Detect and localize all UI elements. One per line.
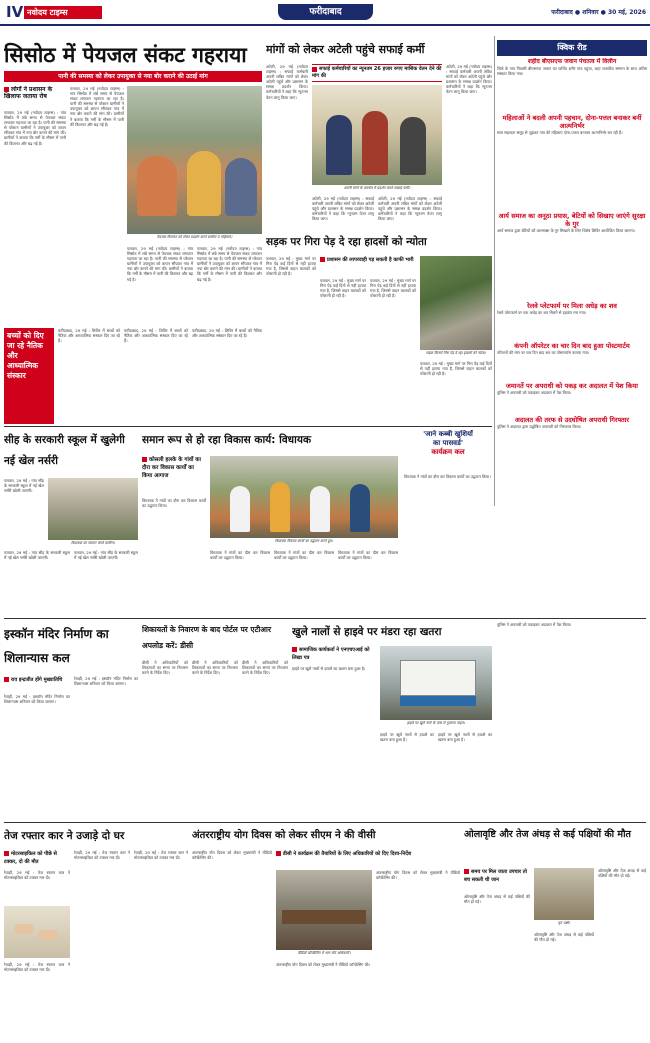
development-caption: विधायक विकास कार्यों का उद्घाटन करते हुए। — [275, 539, 333, 543]
box-moral-values: बच्चों को दिए जा रहे नैतिक और आध्यात्मिक संस्कार — [4, 328, 54, 424]
headline-open-drains: खुले नालों से हाइवे पर मंडरा रहा खतरा — [292, 626, 442, 638]
yoga-vc-photo — [276, 870, 372, 950]
article-development-body-4: विधायक ने गांवों का दौरा कर विकास कार्यों का उद्घाटन किया। — [338, 550, 398, 561]
article-car-body-3: रेवाड़ी, 29 मई : तेज रफ्तार कार ने मोटरसाइकिल को टक्कर मार दी। — [74, 850, 130, 861]
sidebar-quick-read-header: क्विक रीड — [497, 40, 647, 56]
article-drains-body-2: हाइवे पर खुले नालों से हादसे का खतरा बना हुआ है। — [380, 732, 434, 743]
nursery-caption: विधायक का स्वागत करते ग्रामीण। — [71, 541, 115, 545]
drain-truck-photo — [380, 646, 492, 720]
headline-birds-death: ओलावृष्टि और तेज अंधड़ से कई पक्षियों की मौत — [464, 829, 631, 840]
article-water-crisis-body-4: पलवल, 29 मई (नवोदय टाइम्स) : गांव सिसोठ में लंबे समय से पेयजल संकट लगातार गहराता जा रहा है। पानी की समस्या से परेशान ग्रामीणों ने उपायुक्त को ज्ञापन सौंपकर गांव में नया बोर कराने की मांग की। ग्रामीणों ने बताया कि गर्मी के मौसम में पानी की किल्लत और बढ़ गई है। — [197, 246, 262, 282]
article-development-body: विधायक ने गांवों का दौरा कर विकास कार्यों का उद्घाटन किया। — [142, 498, 206, 509]
article-water-crisis-body-2: पलवल, 29 मई (नवोदय टाइम्स) : गांव सिसोठ में लंबे समय से पेयजल संकट लगातार गहराता जा रहा है। पानी की समस्या से परेशान ग्रामीणों ने उपायुक्त को ज्ञापन सौंपकर गांव में नया बोर कराने की मांग की। ग्रामीणों ने बताया कि गर्मी के मौसम में पानी की किल्लत और बढ़ गई है। — [70, 86, 124, 127]
box-moral-values-body-3: फरीदाबाद, 29 मई : शिविर में बच्चों को नैतिक और आध्यात्मिक संस्कार दिए जा रहे हैं। — [192, 328, 262, 339]
article-nursery-body-2: पलवल, 29 मई : गांव सीह के सरकारी स्कूल में नई खेल नर्सरी खोली जाएगी। — [4, 550, 70, 561]
box-moral-values-body-2: फरीदाबाद, 29 मई : शिविर में बच्चों को नैतिक और आध्यात्मिक संस्कार दिए जा रहे हैं। — [124, 328, 188, 344]
fallen-tree-caption: सड़क किनारे गिरा पेड़ दे रहा हादसों को न्योता। — [425, 351, 487, 355]
box-moral-values-body: फरीदाबाद, 29 मई : शिविर में बच्चों को नैतिक और आध्यात्मिक संस्कार दिए जा रहे हैं। — [58, 328, 120, 344]
subhead-development: कोसली हलके के गांवों का दौरा कर विकास कार्यों का किया आगाज — [142, 457, 201, 479]
article-water-crisis-body-3: पलवल, 29 मई (नवोदय टाइम्स) : गांव सिसोठ में लंबे समय से पेयजल संकट लगातार गहराता जा रहा है। पानी की समस्या से परेशान ग्रामीणों ने उपायुक्त को ज्ञापन सौंपकर गांव में नया बोर कराने की मांग की। ग्रामीणों ने बताया कि गर्मी के मौसम में पानी की किल्लत और बढ़ गई है। — [127, 246, 193, 282]
headline-development-mla: समान रूप से हो रहा विकास कार्य: विधायक — [142, 434, 312, 446]
subhead-car: मोटरसाइकिल को पीछे से टक्कर, दो की मौत — [4, 851, 57, 865]
article-safai-body: अटेली, 29 मई (नवोदय टाइम्स) : सफाई कर्मचारी अपनी लंबित मांगों को लेकर अटेली पहुंचे और प्रशासन के समक्ष प्रदर्शन किया। कर्मचारियों ने कहा कि न्यूनतम वेतन लागू किया जाए। — [266, 64, 308, 100]
article-dc-body-3: डीसी ने अधिकारियों को शिकायतों का समय पर निवारण करने के निर्देश दिए। — [242, 660, 288, 676]
sidebar-quick-read: शहीद बीएसएफ जवान पंचतत्व में विलीन जिले के गांव निवासी बीएसएफ जवान का पार्थिव शरीर गांव पहुंचा, जहां राजकीय सम्मान के साथ अंतिम संस्कार किया गया। महिलाओं ने बदली अपनी पहचान, दोना-पत्तल बनाकर बनीं आत्मनिर्भर स्वयं सहायता समूह से जुड़कर गांव की महिलाएं दोना-पत्तल बनाकर आत्मनिर्भर बन रही हैं। आर्य समाज का अनूठा प्रयास, बेटियों को सिखाए जाएंगे सुरक्षा के गुर आर्य समाज द्वारा बेटियों को आत्मरक्षा के गुर सिखाने के लिए विशेष शिविर आयोजित किया जाएगा। रेलवे प्लेटफार्म पर मिला अधेड़ का शव रेलवे प्लेटफार्म पर एक अधेड़ का शव मिलने से हड़कंप मच गया। कंपनी ऑपरेटर का चार दिन बाद हुआ पोस्टमार्टम परिजनों की मांग पर चार दिन बाद शव का पोस्टमार्टम कराया गया। जमानतें पर अपराधी को पकड़ कर अदालत में पेश किया पुलिस ने अपराधी को पकड़कर अदालत में पेश किया। अदालत की तरफ से उदघोषित अपराधी गिरफ्तार पुलिस ने अदालत द्वारा उद्घोषित अपराधी को गिरफ्तार किया। — [497, 58, 647, 429]
article-car-body-2: रेवाड़ी, 29 मई : तेज रफ्तार कार ने मोटरसाइकिल को टक्कर मार दी। — [4, 962, 70, 973]
article-tree-body-2: पलवल, 29 मई : मुख्य मार्ग पर गिरा पेड़ कई दिनों से नहीं हटाया गया है, जिससे वाहन चालकों को परेशानी हो रही है। — [320, 278, 366, 299]
article-yoga-body-2: अंतरराष्ट्रीय योग दिवस को लेकर मुख्यमंत्री ने वीडियो कॉन्फ्रेंसिंग की। — [276, 962, 371, 967]
accident-photo — [4, 906, 70, 958]
article-drains-body-3: हाइवे पर खुले नालों से हादसे का खतरा बना हुआ है। — [438, 732, 492, 743]
city-tab: फरीदाबाद — [278, 4, 373, 20]
headline-yoga-day: अंतरराष्ट्रीय योग दिवस को लेकर सीएम ने की वीसी — [192, 830, 376, 841]
article-nursery-body: पलवल, 29 मई : गांव सीह के सरकारी स्कूल में नई खेल नर्सरी खोली जाएगी। — [4, 478, 44, 494]
article-car-body: रेवाड़ी, 29 मई : तेज रफ्तार कार ने मोटरसाइकिल को टक्कर मार दी। — [4, 870, 70, 881]
article-birds-body-3: ओलावृष्टि और तेज अंधड़ से कई पक्षियों की मौत हो गई। — [598, 868, 646, 879]
headline-sports-nursery: सीह के सरकारी स्कूल में खुलेगी नई खेल नर्सरी — [4, 434, 125, 467]
article-tree-body-4: पलवल, 29 मई : मुख्य मार्ग पर गिरा पेड़ कई दिनों से नहीं हटाया गया है, जिससे वाहन चालकों को परेशानी हो रही है। — [420, 361, 492, 377]
headline-tree-road: सड़क पर गिरा पेड़ दे रहा हादसों को न्योता — [266, 236, 427, 248]
article-tree-body-3: पलवल, 29 मई : मुख्य मार्ग पर गिरा पेड़ कई दिनों से नहीं हटाया गया है, जिससे वाहन चालकों को परेशानी हो रही है। — [370, 278, 416, 299]
fallen-tree-photo — [420, 256, 492, 350]
article-birds-body: ओलावृष्टि और तेज अंधड़ से कई पक्षियों की मौत हो गई। — [464, 894, 530, 905]
article-iskcon-body: रेवाड़ी, 29 मई : इस्कॉन मंदिर निर्माण का शिलान्यास शनिवार को किया जाएगा। — [4, 694, 70, 705]
quote-box: 'जाने कब्बी खुशियों का पासवर्ड' कार्यक्रम कल — [423, 430, 473, 456]
safai-protest-caption: अपनी मांगों के समर्थन में प्रदर्शन करते सफाई कर्मी। — [343, 186, 411, 190]
article-nursery-body-3: पलवल, 29 मई : गांव सीह के सरकारी स्कूल में नई खेल नर्सरी खोली जाएगी। — [74, 550, 138, 561]
subhead-birds: समय पर मिल जाता उपचार तो बच सकती थी जान — [464, 869, 527, 883]
article-dc-body-2: डीसी ने अधिकारियों को शिकायतों का समय पर निवारण करने के निर्देश दिए। — [192, 660, 238, 676]
headline-iskcon: इस्कॉन मंदिर निर्माण का शिलान्यास कल — [4, 627, 109, 665]
subhead-iskcon: राव इन्द्रजीत होंगे मुख्यातिथि — [4, 676, 70, 692]
article-development-body-3: विधायक ने गांवों का दौरा कर विकास कार्यों का उद्घाटन किया। — [274, 550, 334, 561]
article-yoga-body: अंतरराष्ट्रीय योग दिवस को लेकर मुख्यमंत्री ने वीडियो कॉन्फ्रेंसिंग की। — [192, 850, 272, 861]
article-water-crisis-body: पलवल, 29 मई (नवोदय टाइम्स) : गांव सिसोठ में लंबे समय से पेयजल संकट लगातार गहराता जा रहा है। पानी की समस्या से परेशान ग्रामीणों ने उपायुक्त को ज्ञापन सौंपकर गांव में नया बोर कराने की मांग की। ग्रामीणों ने बताया कि गर्मी के मौसम में पानी की किल्लत और बढ़ गई है। — [4, 110, 66, 146]
article-quote-body: विधायक ने गांवों का दौरा कर विकास कार्यों का उद्घाटन किया। — [404, 474, 491, 479]
sidebar-lower-body: पुलिस ने अपराधी को पकड़कर अदालत में पेश किया। — [497, 622, 572, 627]
headline-dc-complaints: शिकायतों के निवारण के बाद पोर्टल पर एटीआर अपलोड करें: डीसी — [142, 625, 272, 650]
article-iskcon-body-2: रेवाड़ी, 29 मई : इस्कॉन मंदिर निर्माण का शिलान्यास शनिवार को किया जाएगा। — [74, 676, 138, 687]
article-dc-body: डीसी ने अधिकारियों को शिकायतों का समय पर निवारण करने के निर्देश दिए। — [142, 660, 188, 676]
article-development-body-2: विधायक ने गांवों का दौरा कर विकास कार्यों का उद्घाटन किया। — [210, 550, 270, 561]
drain-caption: हाइवे पर खुले नाले के पास से गुजरता वाहन। — [407, 721, 465, 725]
development-photo — [210, 456, 398, 538]
article-yoga-body-3: अंतरराष्ट्रीय योग दिवस को लेकर मुख्यमंत्री ने वीडियो कॉन्फ्रेंसिंग की। — [376, 870, 460, 881]
headline-safai-karmi: मांगों को लेकर अटेली पहुंचे सफाई कर्मी — [266, 43, 425, 56]
article-tree-body: पलवल, 29 मई : मुख्य मार्ग पर गिरा पेड़ कई दिनों से नहीं हटाया गया है, जिससे वाहन चालकों को परेशानी हो रही है। — [266, 256, 316, 277]
article-safai-body-4: अटेली, 29 मई (नवोदय टाइम्स) : सफाई कर्मचारी अपनी लंबित मांगों को लेकर अटेली पहुंचे और प्रशासन के समक्ष प्रदर्शन किया। कर्मचारियों ने कहा कि न्यूनतम वेतन लागू किया जाए। — [446, 64, 492, 95]
masthead — [0, 0, 650, 26]
article-car-body-4: रेवाड़ी, 29 मई : तेज रफ्तार कार ने मोटरसाइकिल को टक्कर मार दी। — [134, 850, 188, 861]
nursery-photo — [48, 478, 138, 540]
subhead-water-crisis: लोगों ने प्रशासन के खिलाफ जताया रोष — [4, 86, 53, 100]
article-safai-body-2: अटेली, 29 मई (नवोदय टाइम्स) : सफाई कर्मचारी अपनी लंबित मांगों को लेकर अटेली पहुंचे और प्रशासन के समक्ष प्रदर्शन किया। कर्मचारियों ने कहा कि न्यूनतम वेतन लागू किया जाए। — [312, 196, 374, 222]
headline-speeding-car: तेज रफ्तार कार ने उजाड़े दो घर — [4, 830, 125, 842]
subhead-drains: सामाजिक कार्यकर्ता ने एनएचएआई को लिखा पत्र — [292, 647, 370, 661]
subhead-tree-road: प्रशासन की लापरवाही पड़ सकती है काफी भारी — [320, 256, 416, 274]
subhead-yoga: डीसी ने कार्यक्रम की तैयारियों के लिए अधिकारियों को दिए दिशा-निर्देश — [276, 850, 460, 866]
strap-water-crisis: पानी की समस्या को लेकर उपायुक्त से नया बोर कराने की उठाई मांग — [4, 71, 262, 82]
water-protest-photo — [127, 86, 262, 234]
dead-birds-photo — [534, 868, 594, 920]
article-birds-body-2: ओलावृष्टि और तेज अंधड़ से कई पक्षियों की मौत हो गई। — [534, 932, 594, 943]
page-number: IV — [6, 3, 24, 21]
dateline: फरीदाबाद ● शनिवार ● 30 मई, 2026 — [551, 9, 646, 16]
newspaper-logo: नवोदय टाइम्स — [24, 6, 102, 19]
article-safai-body-3: अटेली, 29 मई (नवोदय टाइम्स) : सफाई कर्मचारी अपनी लंबित मांगों को लेकर अटेली पहुंचे और प्रशासन के समक्ष प्रदर्शन किया। कर्मचारियों ने कहा कि न्यूनतम वेतन लागू किया जाए। — [378, 196, 442, 222]
subhead-safai: सफाई कर्मचारियों का न्यूनतम 26 हजार रुपए मासिक वेतन देने की मांग की — [312, 64, 442, 82]
article-drains-body: हाइवे पर खुले नालों से हादसे का खतरा बना हुआ है। — [292, 666, 366, 671]
water-protest-caption: पेयजल किल्लत को लेकर प्रदर्शन करते ग्रामीण व महिलाएं। — [156, 235, 233, 239]
headline-water-crisis: सिसोठ में पेयजल संकट गहराया — [4, 43, 247, 67]
safai-protest-photo — [312, 85, 442, 185]
birds-caption: मृत पक्षी। — [557, 921, 571, 925]
yoga-caption: वीडियो कॉन्फ्रेंसिंग में भाग लेते अधिकारी। — [297, 951, 351, 955]
